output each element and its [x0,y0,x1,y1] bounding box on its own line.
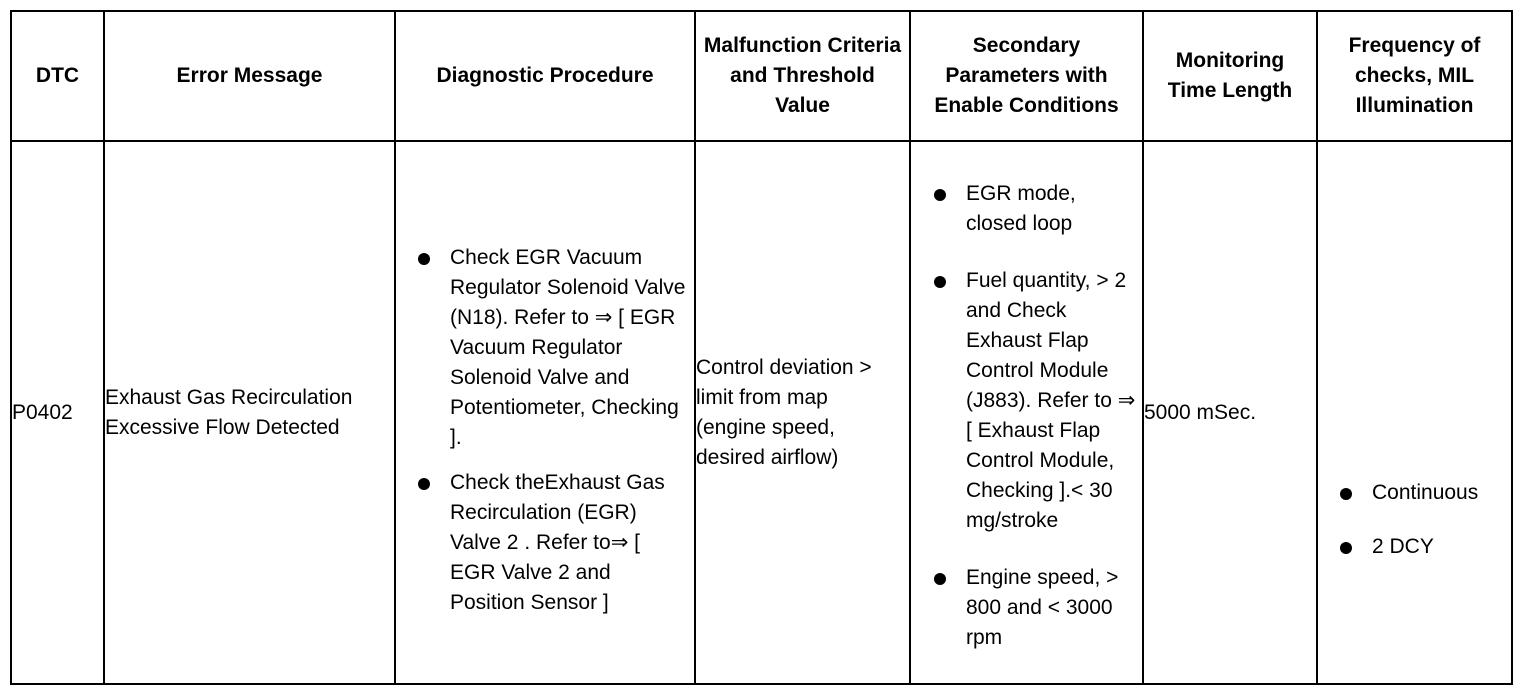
procedure-list [396,208,694,618]
cell-dtc: P0402 [11,141,104,684]
cell-monitoring-time: 5000 mSec. [1143,141,1317,684]
cell-frequency [1317,141,1512,684]
secondary-parameter-item: Engine speed, > 800 and < 3000 rpm [911,563,1142,653]
frequency-item: 2 DCY [1318,532,1511,562]
dtc-table [10,10,1513,685]
header-row [11,11,1512,141]
header-frequency: Frequency of checks, MIL Illumination [1317,11,1512,141]
cell-malfunction-criteria: Control deviation > limit from map (engine speed, desired airflow) [695,141,910,684]
secondary-parameter-item: Fuel quantity, > 2 and Check Exhaust Flap Control Module (J883). Refer to ⇒ [ Exhaust Flap Control Module, Checking ].< 30 mg/stroke [911,266,1142,536]
frequency-list [1318,263,1511,562]
procedure-item: Check theExhaust Gas Recirculation (EGR) Valve 2 . Refer to⇒ [ EGR Valve 2 and Position Sensor ] [396,468,694,618]
frequency-item: Continuous [1318,478,1511,508]
header-malfunction-criteria: Malfunction Criteria and Threshold Value [695,11,910,141]
header-secondary-parameters: Secondary Parameters with Enable Conditions [910,11,1143,141]
procedure-item: Check EGR Vacuum Regulator Solenoid Valve (N18). Refer to ⇒ [ EGR Vacuum Regulator Solenoid Valve and Potentiometer, Checking ]. [396,243,694,453]
cell-diagnostic-procedure [395,141,695,684]
table-row [11,141,1512,684]
secondary-parameters-list [911,172,1142,653]
header-dtc: DTC [11,11,104,141]
header-monitoring-time: Monitoring Time Length [1143,11,1317,141]
cell-error-message: Exhaust Gas Recirculation Excessive Flow Detected [104,141,395,684]
secondary-parameter-item: EGR mode, closed loop [911,179,1142,239]
header-error-message: Error Message [104,11,395,141]
header-diagnostic-procedure: Diagnostic Procedure [395,11,695,141]
cell-secondary-parameters [910,141,1143,684]
